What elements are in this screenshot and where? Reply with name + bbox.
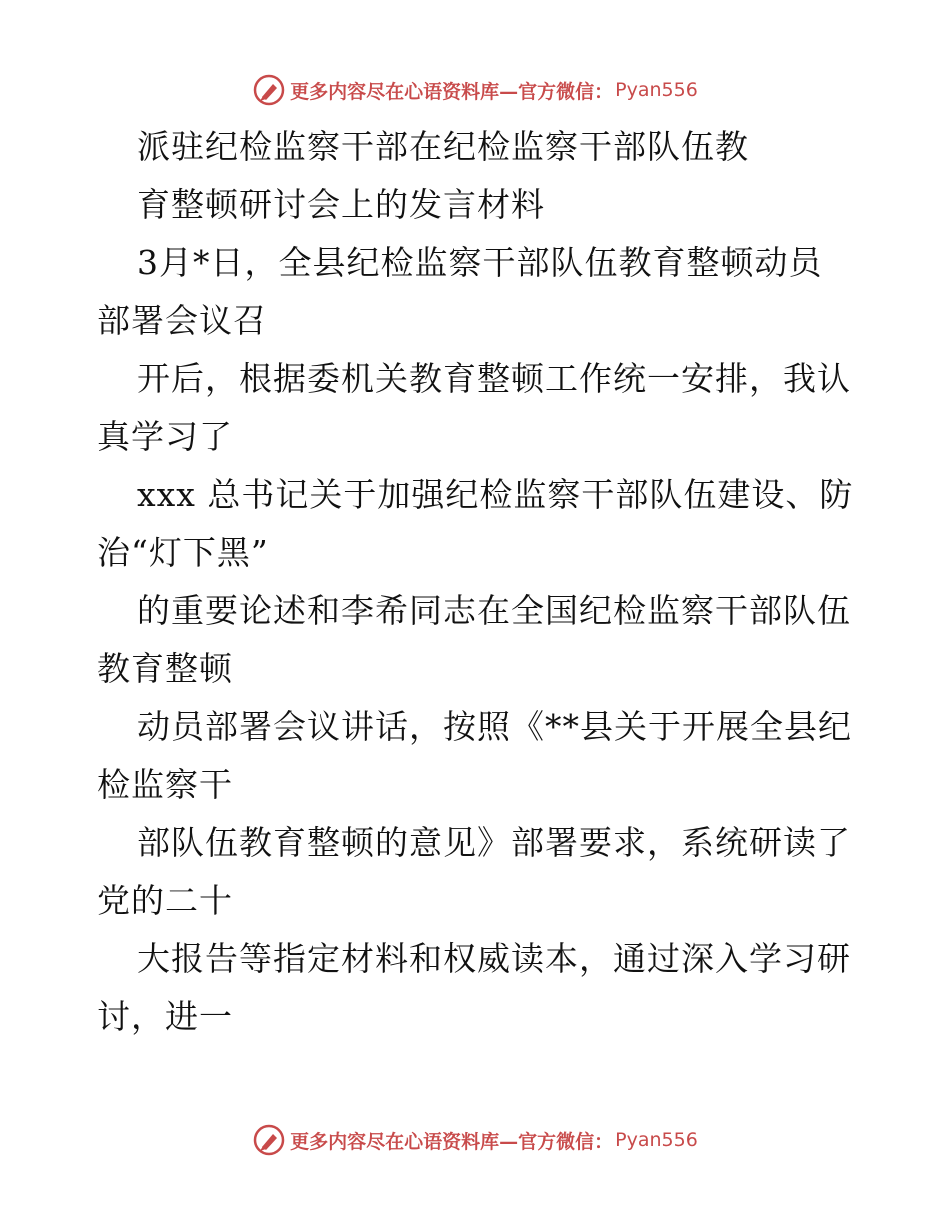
pen-nib-icon — [252, 1123, 286, 1157]
pen-nib-icon — [252, 73, 286, 107]
body-line: 动员部署会议讲话，按照《**县关于开展全县纪 — [137, 707, 852, 746]
header-banner-text: 更多内容尽在心语资料库—官方微信： — [290, 80, 614, 103]
body-line: 大报告等指定材料和权威读本，通过深入学习研 — [137, 939, 851, 978]
body-line: 的重要论述和李希同志在全国纪检监察干部队伍 — [137, 591, 851, 630]
body-line: 检监察干 — [97, 765, 233, 804]
body-line: 3月*日，全县纪检监察干部队伍教育整顿动员 — [137, 243, 823, 282]
title-line-2: 育整顿研讨会上的发言材料 — [137, 185, 545, 224]
body-line: 部署会议召 — [97, 301, 267, 340]
body-line: 开后，根据委机关教育整顿工作统一安排，我认 — [137, 359, 851, 398]
footer-banner-text: 更多内容尽在心语资料库—官方微信： — [290, 1130, 614, 1153]
footer-banner — [0, 1120, 950, 1160]
header-wechat-id: Pyan556 — [615, 79, 698, 101]
header-banner — [0, 70, 950, 110]
footer-wechat-id: Pyan556 — [615, 1129, 698, 1151]
body-line: xxx 总书记关于加强纪检监察干部队伍建设、防 — [137, 475, 854, 514]
body-line: 讨，进一 — [97, 997, 233, 1036]
body-line: 教育整顿 — [97, 649, 233, 688]
document-body — [97, 118, 867, 1046]
body-line: 治“灯下黑” — [97, 533, 269, 572]
body-line: 党的二十 — [97, 881, 233, 920]
body-line: 真学习了 — [97, 417, 233, 456]
title-line-1: 派驻纪检监察干部在纪检监察干部队伍教 — [137, 127, 749, 166]
body-line: 部队伍教育整顿的意见》部署要求，系统研读了 — [137, 823, 851, 862]
